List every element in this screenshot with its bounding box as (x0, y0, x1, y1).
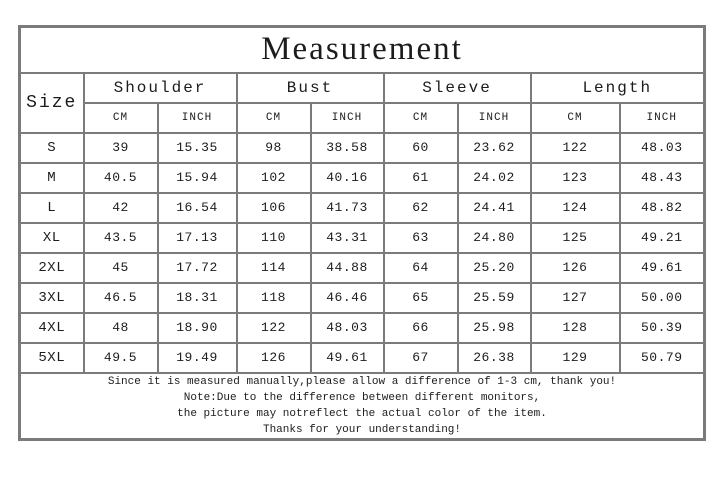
cell: 15.35 (158, 133, 237, 163)
cell: 127 (531, 283, 620, 313)
group-header-shoulder: Shoulder (84, 73, 237, 103)
cell: 102 (237, 163, 311, 193)
cell: 24.80 (458, 223, 531, 253)
table-row (20, 253, 705, 283)
cell: 43.5 (84, 223, 158, 253)
cell: 66 (384, 313, 458, 343)
cell: 122 (237, 313, 311, 343)
cell: 17.72 (158, 253, 237, 283)
size-label: S (20, 133, 84, 163)
cell: 110 (237, 223, 311, 253)
cell: 42 (84, 193, 158, 223)
cell: 50.39 (620, 313, 705, 343)
cell: 118 (237, 283, 311, 313)
unit-header: INCH (620, 103, 705, 133)
group-header-bust: Bust (237, 73, 384, 103)
cell: 67 (384, 343, 458, 373)
table-row (20, 343, 705, 373)
size-label: L (20, 193, 84, 223)
cell: 49.61 (620, 253, 705, 283)
cell: 19.49 (158, 343, 237, 373)
cell: 50.00 (620, 283, 705, 313)
size-column-header: Size (20, 73, 84, 133)
cell: 48.03 (620, 133, 705, 163)
measurement-table (18, 25, 706, 441)
cell: 64 (384, 253, 458, 283)
table-row (20, 133, 705, 163)
unit-header-row (20, 103, 705, 133)
cell: 48.82 (620, 193, 705, 223)
table-row (20, 223, 705, 253)
cell: 23.62 (458, 133, 531, 163)
cell: 44.88 (311, 253, 384, 283)
table-row (20, 283, 705, 313)
cell: 106 (237, 193, 311, 223)
group-header-sleeve: Sleeve (384, 73, 531, 103)
unit-header: INCH (311, 103, 384, 133)
cell: 17.13 (158, 223, 237, 253)
unit-header: CM (84, 103, 158, 133)
cell: 24.02 (458, 163, 531, 193)
cell: 43.31 (311, 223, 384, 253)
size-label: XL (20, 223, 84, 253)
cell: 114 (237, 253, 311, 283)
cell: 46.46 (311, 283, 384, 313)
size-label: 3XL (20, 283, 84, 313)
cell: 26.38 (458, 343, 531, 373)
size-label: 4XL (20, 313, 84, 343)
cell: 98 (237, 133, 311, 163)
unit-header: CM (237, 103, 311, 133)
cell: 25.59 (458, 283, 531, 313)
unit-header: INCH (158, 103, 237, 133)
size-label: M (20, 163, 84, 193)
cell: 49.5 (84, 343, 158, 373)
cell: 39 (84, 133, 158, 163)
unit-header: CM (531, 103, 620, 133)
cell: 125 (531, 223, 620, 253)
cell: 46.5 (84, 283, 158, 313)
cell: 49.21 (620, 223, 705, 253)
cell: 124 (531, 193, 620, 223)
title-row (20, 27, 705, 73)
cell: 40.5 (84, 163, 158, 193)
note-line-1: Since it is measured manually,please allow a difference of 1-3 cm, thank you! (107, 375, 617, 388)
size-label: 2XL (20, 253, 84, 283)
table-row (20, 313, 705, 343)
unit-header: CM (384, 103, 458, 133)
cell: 61 (384, 163, 458, 193)
unit-header: INCH (458, 103, 531, 133)
note-line-2: Note:Due to the difference between different monitors, (183, 391, 541, 404)
cell: 41.73 (311, 193, 384, 223)
cell: 49.61 (311, 343, 384, 373)
group-header-length: Length (531, 73, 705, 103)
cell: 15.94 (158, 163, 237, 193)
cell: 62 (384, 193, 458, 223)
cell: 129 (531, 343, 620, 373)
disclaimer-note (20, 373, 705, 440)
cell: 48 (84, 313, 158, 343)
note-row (20, 373, 705, 440)
cell: 48.03 (311, 313, 384, 343)
cell: 122 (531, 133, 620, 163)
cell: 25.20 (458, 253, 531, 283)
cell: 50.79 (620, 343, 705, 373)
chart-title: Measurement (20, 27, 705, 73)
cell: 126 (531, 253, 620, 283)
cell: 40.16 (311, 163, 384, 193)
cell: 18.90 (158, 313, 237, 343)
cell: 126 (237, 343, 311, 373)
cell: 24.41 (458, 193, 531, 223)
group-header-row (20, 73, 705, 103)
cell: 60 (384, 133, 458, 163)
cell: 38.58 (311, 133, 384, 163)
cell: 18.31 (158, 283, 237, 313)
table-row (20, 193, 705, 223)
cell: 128 (531, 313, 620, 343)
cell: 16.54 (158, 193, 237, 223)
cell: 25.98 (458, 313, 531, 343)
size-label: 5XL (20, 343, 84, 373)
cell: 123 (531, 163, 620, 193)
note-line-3: the picture may notreflect the actual color of the item. (177, 407, 547, 420)
note-line-4: Thanks for your understanding! (262, 423, 462, 436)
cell: 65 (384, 283, 458, 313)
table-row (20, 163, 705, 193)
cell: 63 (384, 223, 458, 253)
cell: 48.43 (620, 163, 705, 193)
cell: 45 (84, 253, 158, 283)
